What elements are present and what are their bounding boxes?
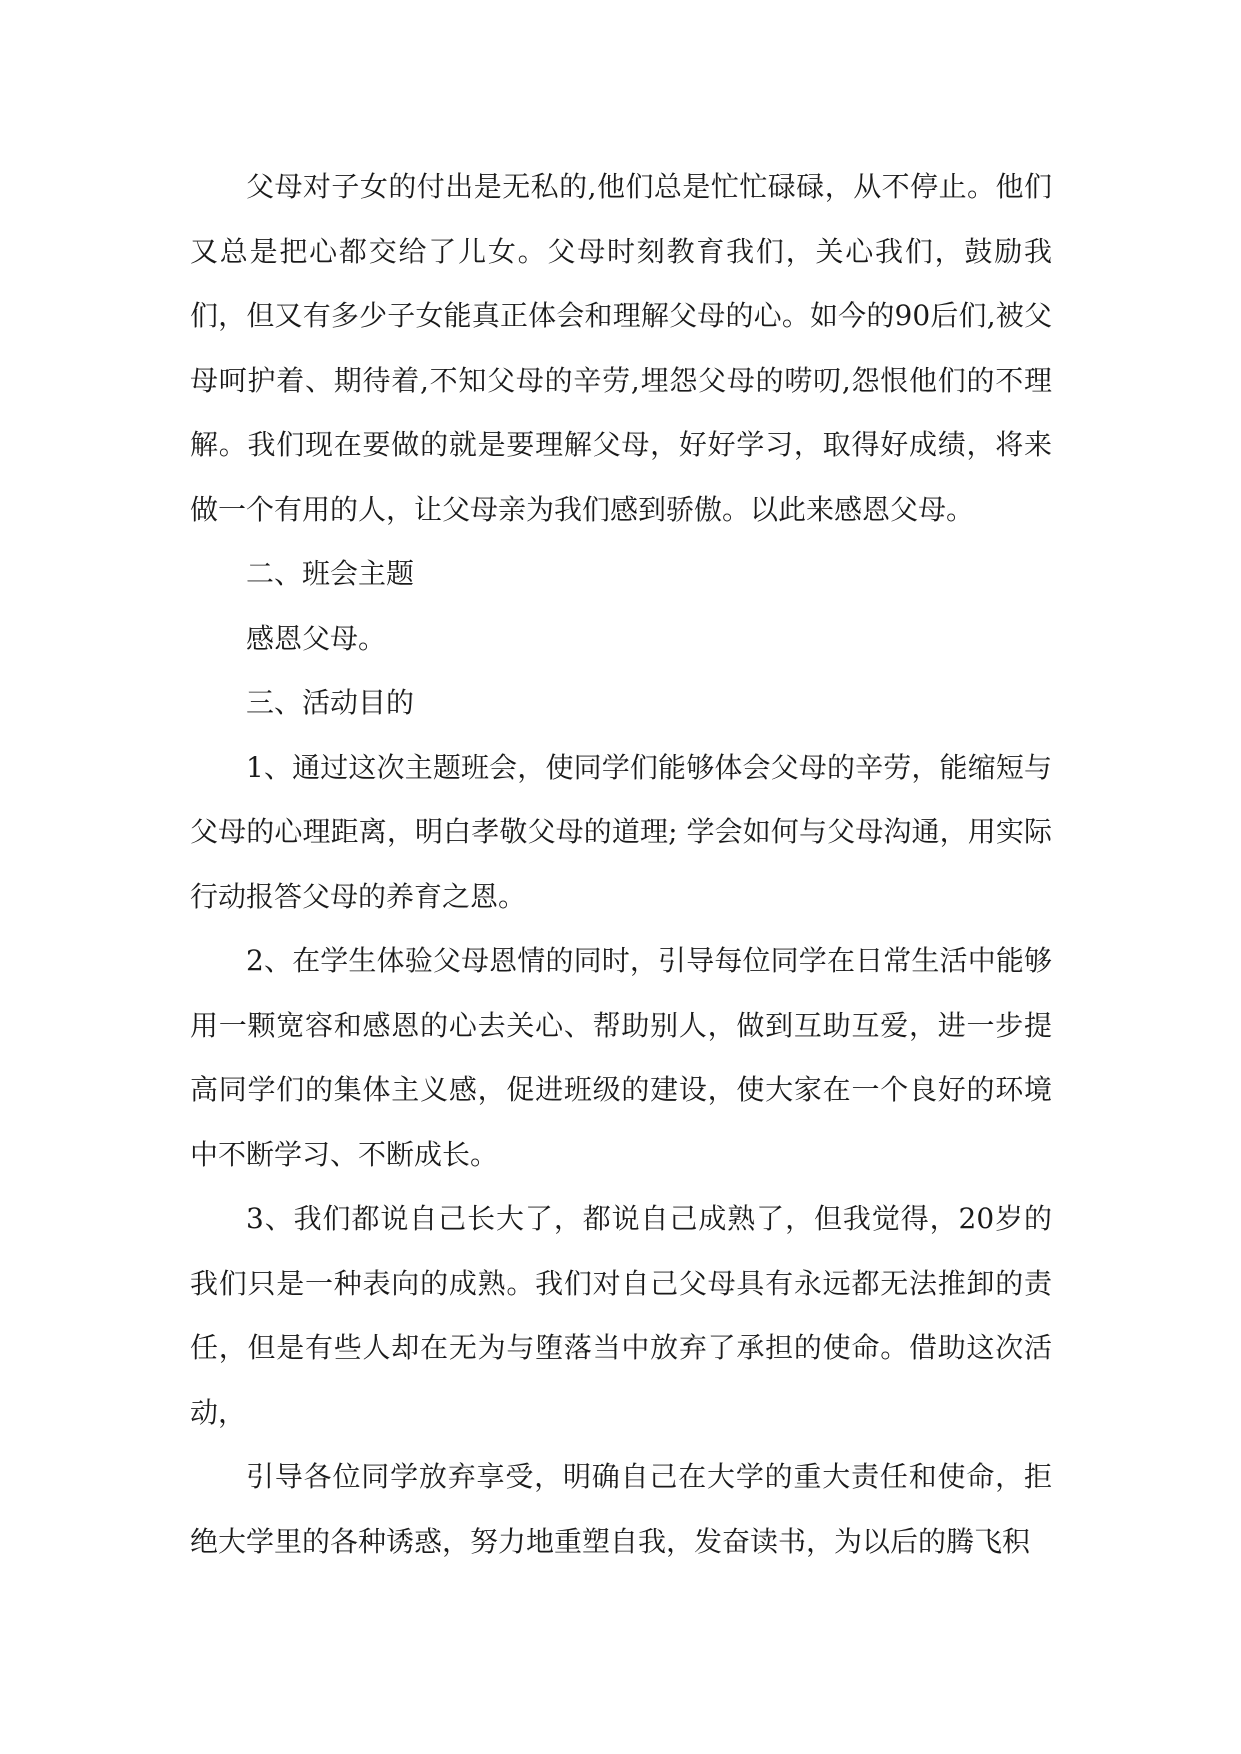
paragraph-continuation: 引导各位同学放弃享受，明确自己在大学的重大责任和使命，拒绝大学里的各种诱惑，努力地重塑自我，发奋读书，为以后的腾飞积 bbox=[190, 1460, 1052, 1558]
paragraph-purpose-3: 3、我们都说自己长大了，都说自己成熟了，但我觉得，20岁的我们只是一种表向的成熟。我们对自己父母具有永远都无法推卸的责任，但是有些人却在无为与堕落当中放弃了承担的使命。借助这次活动， bbox=[190, 1202, 1052, 1429]
paragraph-purpose-1: 1、通过这次主题班会，使同学们能够体会父母的辛劳，能缩短与父母的心理距离，明白孝敬父母的道理; 学会如何与父母沟通，用实际行动报答父母的养育之恩。 bbox=[190, 750, 1052, 913]
section-heading-theme: 二、班会主题 bbox=[246, 557, 415, 590]
paragraph-theme: 感恩父母。 bbox=[246, 621, 387, 655]
document-body bbox=[190, 155, 1052, 1574]
paragraph-purpose-2: 2、在学生体验父母恩情的同时，引导每位同学在日常生活中能够用一颗宽容和感恩的心去关心、帮助别人，做到互助互爱，进一步提高同学们的集体主义感，促进班级的建设，使大家在一个良好的环境中不断学习、不断成长。 bbox=[190, 944, 1052, 1171]
section-heading-purpose: 三、活动目的 bbox=[246, 686, 415, 719]
paragraph-intro: 父母对子女的付出是无私的,他们总是忙忙碌碌，从不停止。他们又总是把心都交给了儿女。父母时刻教育我们，关心我们，鼓励我们，但又有多少子女能真正体会和理解父母的心。如今的90后们,被父母呵护着、期待着,不知父母的辛劳,埋怨父母的唠叨,怨恨他们的不理解。我们现在要做的就是要理解父母，好好学习，取得好成绩，将来做一个有用的人，让父母亲为我们感到骄傲。以此来感恩父母。 bbox=[190, 170, 1052, 526]
